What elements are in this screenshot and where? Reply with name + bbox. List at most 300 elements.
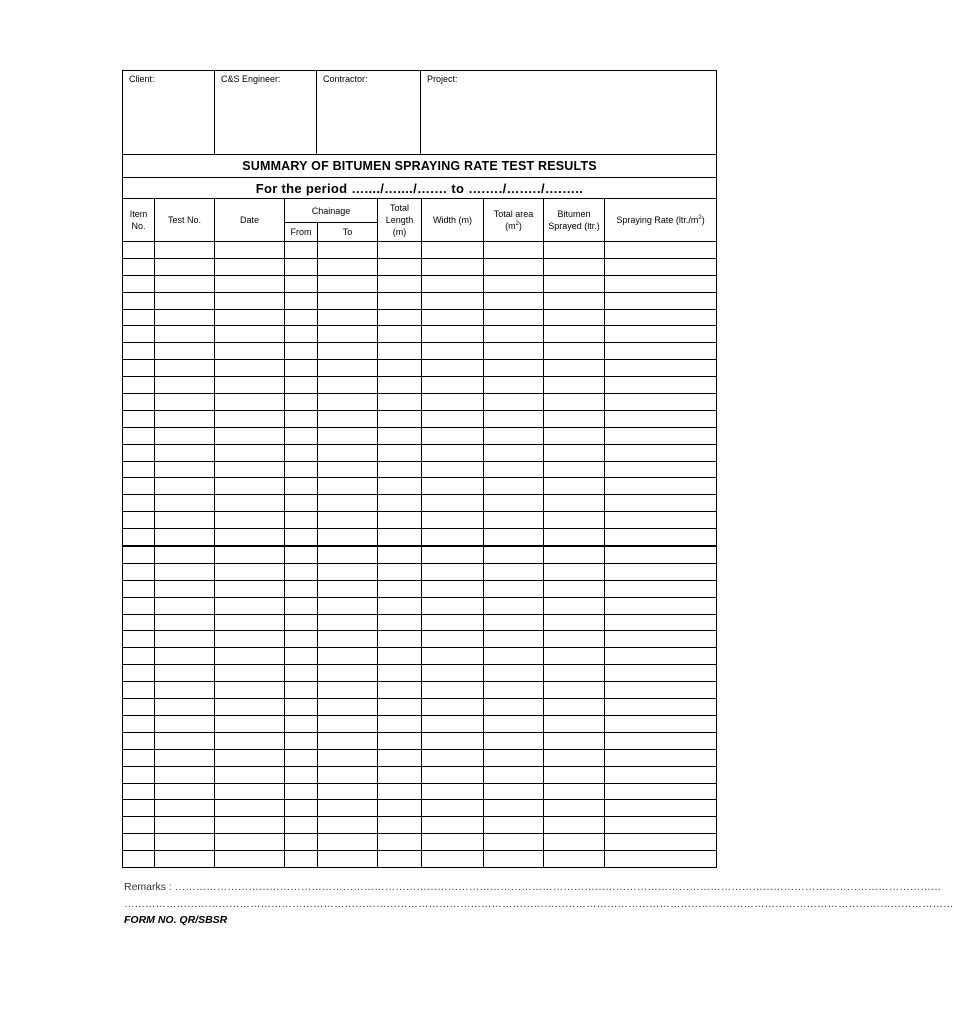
table-cell[interactable] [544, 851, 605, 868]
table-cell[interactable] [318, 546, 378, 563]
table-cell[interactable] [422, 783, 484, 800]
table-cell[interactable] [422, 580, 484, 597]
table-cell[interactable] [422, 597, 484, 614]
table-cell[interactable] [422, 648, 484, 665]
table-cell[interactable] [484, 817, 544, 834]
table-cell[interactable] [544, 665, 605, 682]
table-cell[interactable] [123, 258, 155, 275]
table-cell[interactable] [484, 580, 544, 597]
table-cell[interactable] [155, 715, 215, 732]
table-cell[interactable] [285, 444, 318, 461]
table-cell[interactable] [215, 343, 285, 360]
table-cell[interactable] [123, 800, 155, 817]
table-cell[interactable] [123, 631, 155, 648]
table-cell[interactable] [484, 665, 544, 682]
table-cell[interactable] [484, 326, 544, 343]
table-cell[interactable] [544, 563, 605, 580]
table-cell[interactable] [484, 478, 544, 495]
table-cell[interactable] [155, 275, 215, 292]
table-cell[interactable] [605, 834, 717, 851]
table-cell[interactable] [285, 427, 318, 444]
table-cell[interactable] [605, 648, 717, 665]
table-cell[interactable] [378, 326, 422, 343]
table-cell[interactable] [155, 309, 215, 326]
table-cell[interactable] [123, 580, 155, 597]
table-cell[interactable] [422, 478, 484, 495]
table-cell[interactable] [155, 834, 215, 851]
table-cell[interactable] [285, 360, 318, 377]
table-cell[interactable] [378, 292, 422, 309]
table-cell[interactable] [484, 715, 544, 732]
table-cell[interactable] [318, 834, 378, 851]
project-field[interactable] [421, 71, 717, 155]
table-cell[interactable] [318, 360, 378, 377]
table-cell[interactable] [123, 817, 155, 834]
table-cell[interactable] [318, 699, 378, 716]
table-cell[interactable] [422, 275, 484, 292]
table-cell[interactable] [123, 326, 155, 343]
table-cell[interactable] [484, 800, 544, 817]
table-cell[interactable] [544, 834, 605, 851]
table-cell[interactable] [318, 461, 378, 478]
table-cell[interactable] [215, 360, 285, 377]
table-cell[interactable] [155, 732, 215, 749]
table-cell[interactable] [123, 242, 155, 259]
table-cell[interactable] [605, 699, 717, 716]
table-cell[interactable] [378, 851, 422, 868]
table-cell[interactable] [422, 326, 484, 343]
table-cell[interactable] [215, 495, 285, 512]
table-cell[interactable] [155, 512, 215, 529]
table-cell[interactable] [318, 258, 378, 275]
table-cell[interactable] [318, 343, 378, 360]
table-cell[interactable] [378, 461, 422, 478]
table-cell[interactable] [422, 682, 484, 699]
table-cell[interactable] [155, 682, 215, 699]
table-cell[interactable] [215, 275, 285, 292]
table-cell[interactable] [123, 377, 155, 394]
table-cell[interactable] [605, 665, 717, 682]
table-cell[interactable] [215, 258, 285, 275]
table-cell[interactable] [318, 512, 378, 529]
table-cell[interactable] [155, 529, 215, 546]
table-cell[interactable] [422, 461, 484, 478]
table-cell[interactable] [215, 766, 285, 783]
table-cell[interactable] [285, 478, 318, 495]
table-cell[interactable] [285, 749, 318, 766]
table-cell[interactable] [285, 546, 318, 563]
remarks-line-2[interactable]: ………………………………………………………………………………………………………………………………………………………………………………………………………………… [124, 898, 954, 910]
table-cell[interactable] [422, 834, 484, 851]
table-cell[interactable] [285, 783, 318, 800]
table-cell[interactable] [155, 614, 215, 631]
table-cell[interactable] [155, 749, 215, 766]
table-cell[interactable] [378, 783, 422, 800]
table-cell[interactable] [155, 377, 215, 394]
table-cell[interactable] [422, 529, 484, 546]
table-cell[interactable] [484, 614, 544, 631]
table-cell[interactable] [318, 495, 378, 512]
table-cell[interactable] [605, 580, 717, 597]
table-cell[interactable] [544, 699, 605, 716]
table-cell[interactable] [215, 410, 285, 427]
table-cell[interactable] [484, 749, 544, 766]
table-cell[interactable] [123, 292, 155, 309]
table-cell[interactable] [484, 258, 544, 275]
table-cell[interactable] [484, 427, 544, 444]
table-cell[interactable] [422, 258, 484, 275]
table-cell[interactable] [123, 394, 155, 411]
table-cell[interactable] [123, 309, 155, 326]
table-cell[interactable] [605, 682, 717, 699]
table-cell[interactable] [318, 275, 378, 292]
table-cell[interactable] [318, 817, 378, 834]
table-cell[interactable] [544, 614, 605, 631]
table-cell[interactable] [215, 563, 285, 580]
table-cell[interactable] [318, 309, 378, 326]
table-cell[interactable] [544, 343, 605, 360]
table-cell[interactable] [605, 343, 717, 360]
table-cell[interactable] [215, 732, 285, 749]
table-cell[interactable] [422, 665, 484, 682]
table-cell[interactable] [544, 631, 605, 648]
table-cell[interactable] [285, 326, 318, 343]
table-cell[interactable] [123, 648, 155, 665]
table-cell[interactable] [285, 495, 318, 512]
table-cell[interactable] [285, 529, 318, 546]
table-cell[interactable] [318, 631, 378, 648]
table-cell[interactable] [544, 749, 605, 766]
table-cell[interactable] [484, 631, 544, 648]
table-cell[interactable] [544, 783, 605, 800]
table-cell[interactable] [378, 597, 422, 614]
table-cell[interactable] [484, 242, 544, 259]
table-cell[interactable] [378, 834, 422, 851]
table-cell[interactable] [318, 648, 378, 665]
table-cell[interactable] [285, 580, 318, 597]
table-cell[interactable] [605, 614, 717, 631]
table-cell[interactable] [605, 800, 717, 817]
table-cell[interactable] [378, 309, 422, 326]
table-cell[interactable] [605, 444, 717, 461]
table-cell[interactable] [484, 444, 544, 461]
table-cell[interactable] [155, 427, 215, 444]
table-cell[interactable] [544, 427, 605, 444]
table-cell[interactable] [318, 410, 378, 427]
table-cell[interactable] [155, 783, 215, 800]
table-cell[interactable] [285, 292, 318, 309]
table-cell[interactable] [378, 377, 422, 394]
table-cell[interactable] [605, 563, 717, 580]
table-cell[interactable] [378, 817, 422, 834]
table-cell[interactable] [285, 242, 318, 259]
table-cell[interactable] [123, 766, 155, 783]
table-cell[interactable] [422, 614, 484, 631]
table-cell[interactable] [484, 360, 544, 377]
table-cell[interactable] [378, 546, 422, 563]
table-cell[interactable] [378, 478, 422, 495]
table-cell[interactable] [378, 258, 422, 275]
table-cell[interactable] [123, 563, 155, 580]
table-cell[interactable] [484, 309, 544, 326]
table-cell[interactable] [318, 563, 378, 580]
table-cell[interactable] [155, 563, 215, 580]
table-cell[interactable] [215, 309, 285, 326]
table-cell[interactable] [605, 817, 717, 834]
table-cell[interactable] [605, 461, 717, 478]
table-cell[interactable] [422, 242, 484, 259]
table-cell[interactable] [215, 699, 285, 716]
table-cell[interactable] [484, 563, 544, 580]
table-cell[interactable] [484, 851, 544, 868]
table-cell[interactable] [318, 580, 378, 597]
table-cell[interactable] [605, 360, 717, 377]
table-cell[interactable] [484, 834, 544, 851]
table-cell[interactable] [155, 343, 215, 360]
table-cell[interactable] [544, 309, 605, 326]
table-cell[interactable] [422, 444, 484, 461]
table-cell[interactable] [605, 749, 717, 766]
table-cell[interactable] [484, 529, 544, 546]
table-cell[interactable] [285, 817, 318, 834]
table-cell[interactable] [605, 258, 717, 275]
table-cell[interactable] [318, 732, 378, 749]
table-cell[interactable] [155, 242, 215, 259]
table-cell[interactable] [544, 410, 605, 427]
table-cell[interactable] [422, 495, 484, 512]
table-cell[interactable] [215, 851, 285, 868]
table-cell[interactable] [215, 597, 285, 614]
table-cell[interactable] [215, 749, 285, 766]
table-cell[interactable] [605, 292, 717, 309]
table-cell[interactable] [484, 766, 544, 783]
table-cell[interactable] [544, 800, 605, 817]
table-cell[interactable] [484, 732, 544, 749]
table-cell[interactable] [155, 851, 215, 868]
table-cell[interactable] [378, 360, 422, 377]
table-cell[interactable] [123, 360, 155, 377]
table-cell[interactable] [378, 665, 422, 682]
table-cell[interactable] [484, 394, 544, 411]
table-cell[interactable] [215, 631, 285, 648]
table-cell[interactable] [544, 648, 605, 665]
table-cell[interactable] [123, 444, 155, 461]
table-cell[interactable] [123, 546, 155, 563]
table-cell[interactable] [155, 597, 215, 614]
table-cell[interactable] [123, 343, 155, 360]
table-cell[interactable] [484, 495, 544, 512]
table-cell[interactable] [123, 699, 155, 716]
table-cell[interactable] [285, 766, 318, 783]
table-cell[interactable] [484, 512, 544, 529]
table-cell[interactable] [155, 444, 215, 461]
table-cell[interactable] [318, 529, 378, 546]
table-cell[interactable] [123, 783, 155, 800]
remarks-line[interactable]: Remarks : ………………………………………………………………………………………………………………………………………………………………………………………………… [124, 881, 942, 893]
engineer-field[interactable] [215, 71, 317, 155]
table-cell[interactable] [215, 444, 285, 461]
table-cell[interactable] [215, 682, 285, 699]
table-cell[interactable] [155, 326, 215, 343]
table-cell[interactable] [544, 394, 605, 411]
table-cell[interactable] [378, 394, 422, 411]
table-cell[interactable] [215, 478, 285, 495]
table-cell[interactable] [378, 648, 422, 665]
table-cell[interactable] [544, 275, 605, 292]
table-cell[interactable] [318, 665, 378, 682]
table-cell[interactable] [155, 546, 215, 563]
table-cell[interactable] [285, 665, 318, 682]
table-cell[interactable] [155, 394, 215, 411]
table-cell[interactable] [605, 851, 717, 868]
table-cell[interactable] [215, 665, 285, 682]
table-cell[interactable] [285, 715, 318, 732]
table-cell[interactable] [285, 512, 318, 529]
table-cell[interactable] [285, 275, 318, 292]
table-cell[interactable] [215, 394, 285, 411]
table-cell[interactable] [422, 800, 484, 817]
table-cell[interactable] [318, 800, 378, 817]
table-cell[interactable] [422, 427, 484, 444]
table-cell[interactable] [422, 817, 484, 834]
table-cell[interactable] [378, 749, 422, 766]
table-cell[interactable] [155, 648, 215, 665]
table-cell[interactable] [215, 614, 285, 631]
table-cell[interactable] [544, 766, 605, 783]
table-cell[interactable] [318, 394, 378, 411]
table-cell[interactable] [215, 512, 285, 529]
table-cell[interactable] [422, 749, 484, 766]
table-cell[interactable] [484, 410, 544, 427]
table-cell[interactable] [285, 851, 318, 868]
table-cell[interactable] [155, 766, 215, 783]
table-cell[interactable] [422, 394, 484, 411]
table-cell[interactable] [318, 377, 378, 394]
table-cell[interactable] [378, 529, 422, 546]
table-cell[interactable] [123, 427, 155, 444]
table-cell[interactable] [155, 817, 215, 834]
table-cell[interactable] [285, 834, 318, 851]
table-cell[interactable] [422, 292, 484, 309]
table-cell[interactable] [484, 343, 544, 360]
table-cell[interactable] [544, 444, 605, 461]
table-cell[interactable] [422, 512, 484, 529]
table-cell[interactable] [123, 614, 155, 631]
table-cell[interactable] [215, 326, 285, 343]
table-cell[interactable] [605, 715, 717, 732]
table-cell[interactable] [422, 631, 484, 648]
table-cell[interactable] [378, 800, 422, 817]
table-cell[interactable] [285, 648, 318, 665]
table-cell[interactable] [605, 597, 717, 614]
table-cell[interactable] [605, 529, 717, 546]
table-cell[interactable] [155, 410, 215, 427]
table-cell[interactable] [484, 597, 544, 614]
table-cell[interactable] [484, 783, 544, 800]
client-field[interactable] [123, 71, 215, 155]
table-cell[interactable] [123, 749, 155, 766]
table-cell[interactable] [123, 851, 155, 868]
table-cell[interactable] [318, 326, 378, 343]
table-cell[interactable] [123, 495, 155, 512]
table-cell[interactable] [484, 461, 544, 478]
table-cell[interactable] [215, 292, 285, 309]
table-cell[interactable] [544, 461, 605, 478]
table-cell[interactable] [155, 360, 215, 377]
table-cell[interactable] [123, 834, 155, 851]
table-cell[interactable] [605, 394, 717, 411]
table-cell[interactable] [544, 512, 605, 529]
table-cell[interactable] [285, 597, 318, 614]
table-cell[interactable] [544, 546, 605, 563]
table-cell[interactable] [378, 495, 422, 512]
contractor-field[interactable] [317, 71, 421, 155]
table-cell[interactable] [605, 275, 717, 292]
table-cell[interactable] [605, 631, 717, 648]
table-cell[interactable] [285, 563, 318, 580]
table-cell[interactable] [215, 715, 285, 732]
table-cell[interactable] [123, 665, 155, 682]
table-cell[interactable] [215, 242, 285, 259]
table-cell[interactable] [318, 292, 378, 309]
table-cell[interactable] [605, 495, 717, 512]
table-cell[interactable] [155, 495, 215, 512]
table-cell[interactable] [123, 529, 155, 546]
table-cell[interactable] [422, 766, 484, 783]
table-cell[interactable] [378, 580, 422, 597]
table-cell[interactable] [544, 529, 605, 546]
table-cell[interactable] [378, 444, 422, 461]
table-cell[interactable] [484, 648, 544, 665]
table-cell[interactable] [544, 580, 605, 597]
table-cell[interactable] [422, 732, 484, 749]
table-cell[interactable] [123, 682, 155, 699]
table-cell[interactable] [215, 580, 285, 597]
table-cell[interactable] [378, 275, 422, 292]
table-cell[interactable] [422, 851, 484, 868]
table-cell[interactable] [285, 461, 318, 478]
table-cell[interactable] [285, 394, 318, 411]
table-cell[interactable] [378, 699, 422, 716]
table-cell[interactable] [155, 478, 215, 495]
table-cell[interactable] [422, 377, 484, 394]
table-cell[interactable] [285, 699, 318, 716]
table-cell[interactable] [484, 546, 544, 563]
table-cell[interactable] [544, 292, 605, 309]
table-cell[interactable] [215, 427, 285, 444]
table-cell[interactable] [215, 546, 285, 563]
table-cell[interactable] [123, 410, 155, 427]
table-cell[interactable] [544, 682, 605, 699]
table-cell[interactable] [422, 343, 484, 360]
table-cell[interactable] [155, 461, 215, 478]
table-cell[interactable] [285, 410, 318, 427]
table-cell[interactable] [318, 614, 378, 631]
table-cell[interactable] [285, 631, 318, 648]
table-cell[interactable] [484, 699, 544, 716]
table-cell[interactable] [544, 377, 605, 394]
table-cell[interactable] [605, 377, 717, 394]
table-cell[interactable] [123, 597, 155, 614]
table-cell[interactable] [422, 715, 484, 732]
table-cell[interactable] [155, 665, 215, 682]
table-cell[interactable] [318, 242, 378, 259]
table-cell[interactable] [605, 410, 717, 427]
table-cell[interactable] [378, 242, 422, 259]
table-cell[interactable] [605, 766, 717, 783]
table-cell[interactable] [605, 546, 717, 563]
table-cell[interactable] [318, 783, 378, 800]
